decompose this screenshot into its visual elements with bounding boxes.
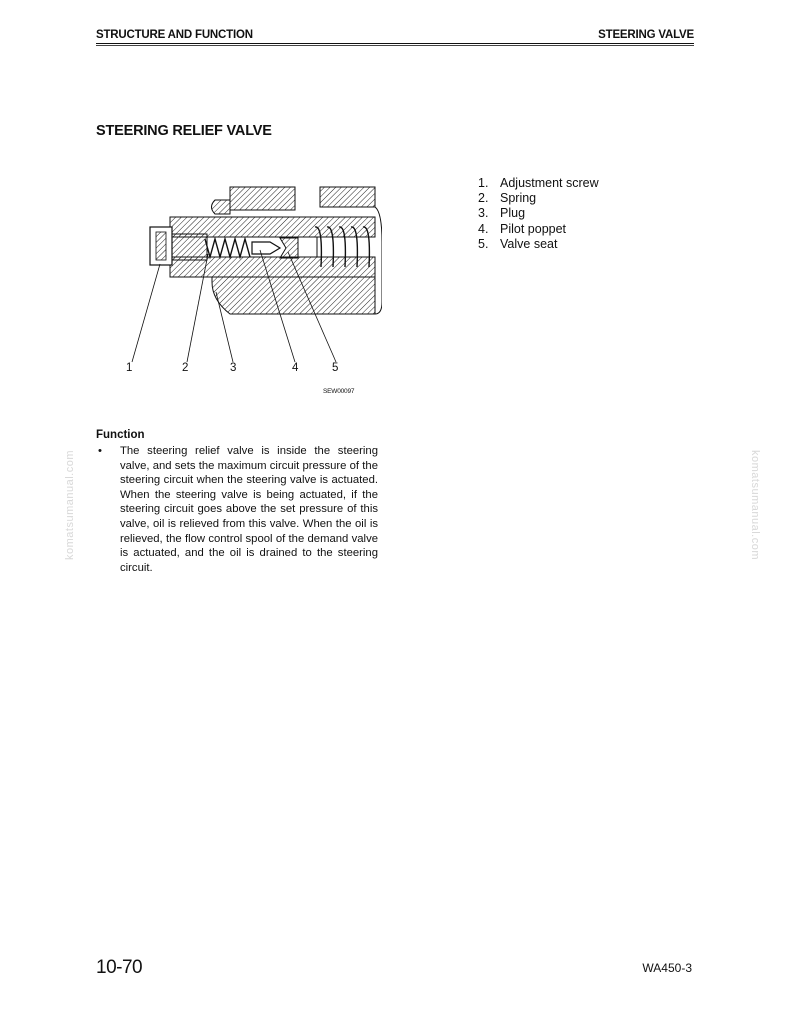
part-label: Adjustment screw — [500, 176, 599, 190]
header-rule-thin — [96, 45, 694, 46]
callout-3: 3 — [230, 362, 237, 374]
list-item — [478, 222, 599, 237]
callout-4: 4 — [292, 362, 299, 374]
relief-valve-diagram — [120, 182, 382, 402]
relief-valve-drawing — [120, 182, 382, 402]
part-number: 3. — [478, 206, 489, 221]
part-number: 4. — [478, 221, 489, 236]
header-topic-label: STEERING VALVE — [598, 29, 694, 41]
list-item — [478, 206, 599, 221]
function-paragraph — [96, 444, 378, 575]
watermark-left: komatsumanual.com — [64, 450, 76, 560]
parts-list — [478, 176, 599, 252]
function-heading: Function — [96, 429, 145, 441]
list-item — [478, 176, 599, 191]
section-title: STEERING RELIEF VALVE — [96, 123, 272, 139]
part-number: 2. — [478, 191, 489, 206]
page-header — [96, 29, 694, 44]
function-text: The steering relief valve is inside the steering valve, and sets the maximum circuit pressure of the steering circuit when the steering valve is actuated. When the steering valve is being actuated, if the steering circuit goes above the set pressure of this valve, oil is relieved from this valve. When the oil is relieved, the flow control spool of the demand valve is actuated, and the oil is drained to the steering circuit. — [120, 445, 378, 574]
part-number: 1. — [478, 176, 489, 190]
list-item — [478, 191, 599, 206]
callout-1: 1 — [126, 362, 133, 374]
part-label: Pilot poppet — [500, 221, 567, 236]
header-rule — [96, 43, 694, 44]
figure-code: SEW00097 — [323, 388, 355, 395]
page-number: 10-70 — [96, 957, 143, 978]
model-code: WA450-3 — [642, 961, 692, 975]
watermark-right: komatsumanual.com — [749, 450, 761, 560]
bullet-icon: • — [98, 445, 102, 457]
callout-5: 5 — [332, 362, 339, 374]
part-label: Valve seat — [500, 236, 558, 251]
part-label: Spring — [500, 191, 537, 206]
part-label: Plug — [500, 206, 526, 221]
callout-2: 2 — [182, 362, 189, 374]
list-item — [478, 237, 599, 252]
part-number: 5. — [478, 236, 489, 251]
header-section-label: STRUCTURE AND FUNCTION — [96, 29, 253, 41]
